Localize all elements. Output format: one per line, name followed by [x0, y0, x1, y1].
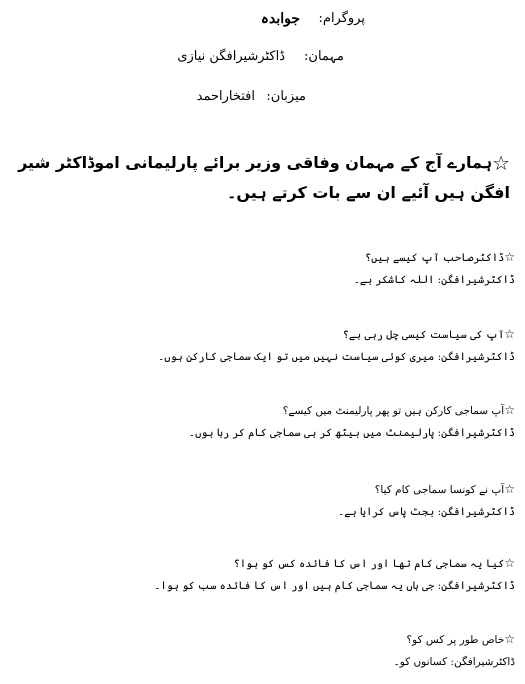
answer: ڈاکٹرشیرافگن: پارلیمنٹ میں بیٹھ کر ہی سماجی کام کر رہا ہوں۔: [188, 427, 515, 439]
qa-item: [10, 552, 515, 597]
host-row: [0, 86, 525, 112]
answer: ڈاکٹرشیرافگن: بجٹ پاس کرایا ہے۔: [338, 506, 515, 518]
question: ☆کیا یہ سماجی کام تھا اور اس کا فائدہ کس کو ہوا؟: [233, 556, 515, 570]
program-row: [0, 8, 525, 34]
qa-item: [10, 478, 515, 523]
star-icon: ☆: [504, 482, 515, 496]
qa-item: [10, 399, 515, 444]
question: ☆آپ سماجی کارکن ہیں تو پھر پارلیمنٹ میں کیسے؟: [282, 403, 515, 417]
answer: ڈاکٹرشیرافگن: اللہ کاشکر ہے۔: [353, 274, 515, 286]
answer: ڈاکٹرشیرافگن: جی ہاں یہ سماجی کام ہیں اور اس کا فائدہ سب کو ہوا۔: [154, 580, 515, 592]
question: ☆آپ نے کونسا سماجی کام کیا؟: [374, 482, 515, 496]
guest-row: [0, 46, 525, 72]
program-label: پروگرام:: [318, 11, 365, 26]
star-icon: ☆: [492, 151, 510, 175]
answer: ڈاکٹرشیرافگن: میری کوئی سیاست نہیں میں تو ایک سماجی کارکن ہوں۔: [158, 351, 515, 363]
star-icon: ☆: [504, 556, 515, 570]
host-label: میزبان:: [266, 89, 306, 104]
intro-text: ہمارے آج کے مہمان وفاقی وزیر برائے پارلیمانی اموڈاکٹر شیر افگن ہیں آئیے ان سے بات کرتے ہیں۔: [18, 153, 510, 202]
guest-label: مہمان:: [304, 49, 344, 64]
answer: ڈاکٹرشیرافگن: کسانوں کو۔: [393, 656, 515, 668]
program-value: جوابدہ: [260, 11, 300, 27]
star-icon: ☆: [504, 250, 515, 264]
guest-value: ڈاکٹرشیرافگن نیازی: [177, 49, 285, 64]
host-value: افتخاراحمد: [196, 89, 255, 104]
qa-item: [10, 246, 515, 291]
question: ☆ڈاکٹرصاحب آپ کیسے ہیں؟: [365, 250, 515, 264]
qa-item: [10, 628, 515, 673]
star-icon: ☆: [504, 327, 515, 341]
intro-paragraph: [14, 148, 510, 208]
star-icon: ☆: [504, 403, 515, 417]
question: ☆آپ کی سیاست کیسی چل رہی ہے؟: [342, 327, 515, 341]
question: ☆خاص طور پر کس کو؟: [406, 632, 515, 646]
star-icon: ☆: [504, 632, 515, 646]
qa-item: [10, 323, 515, 368]
